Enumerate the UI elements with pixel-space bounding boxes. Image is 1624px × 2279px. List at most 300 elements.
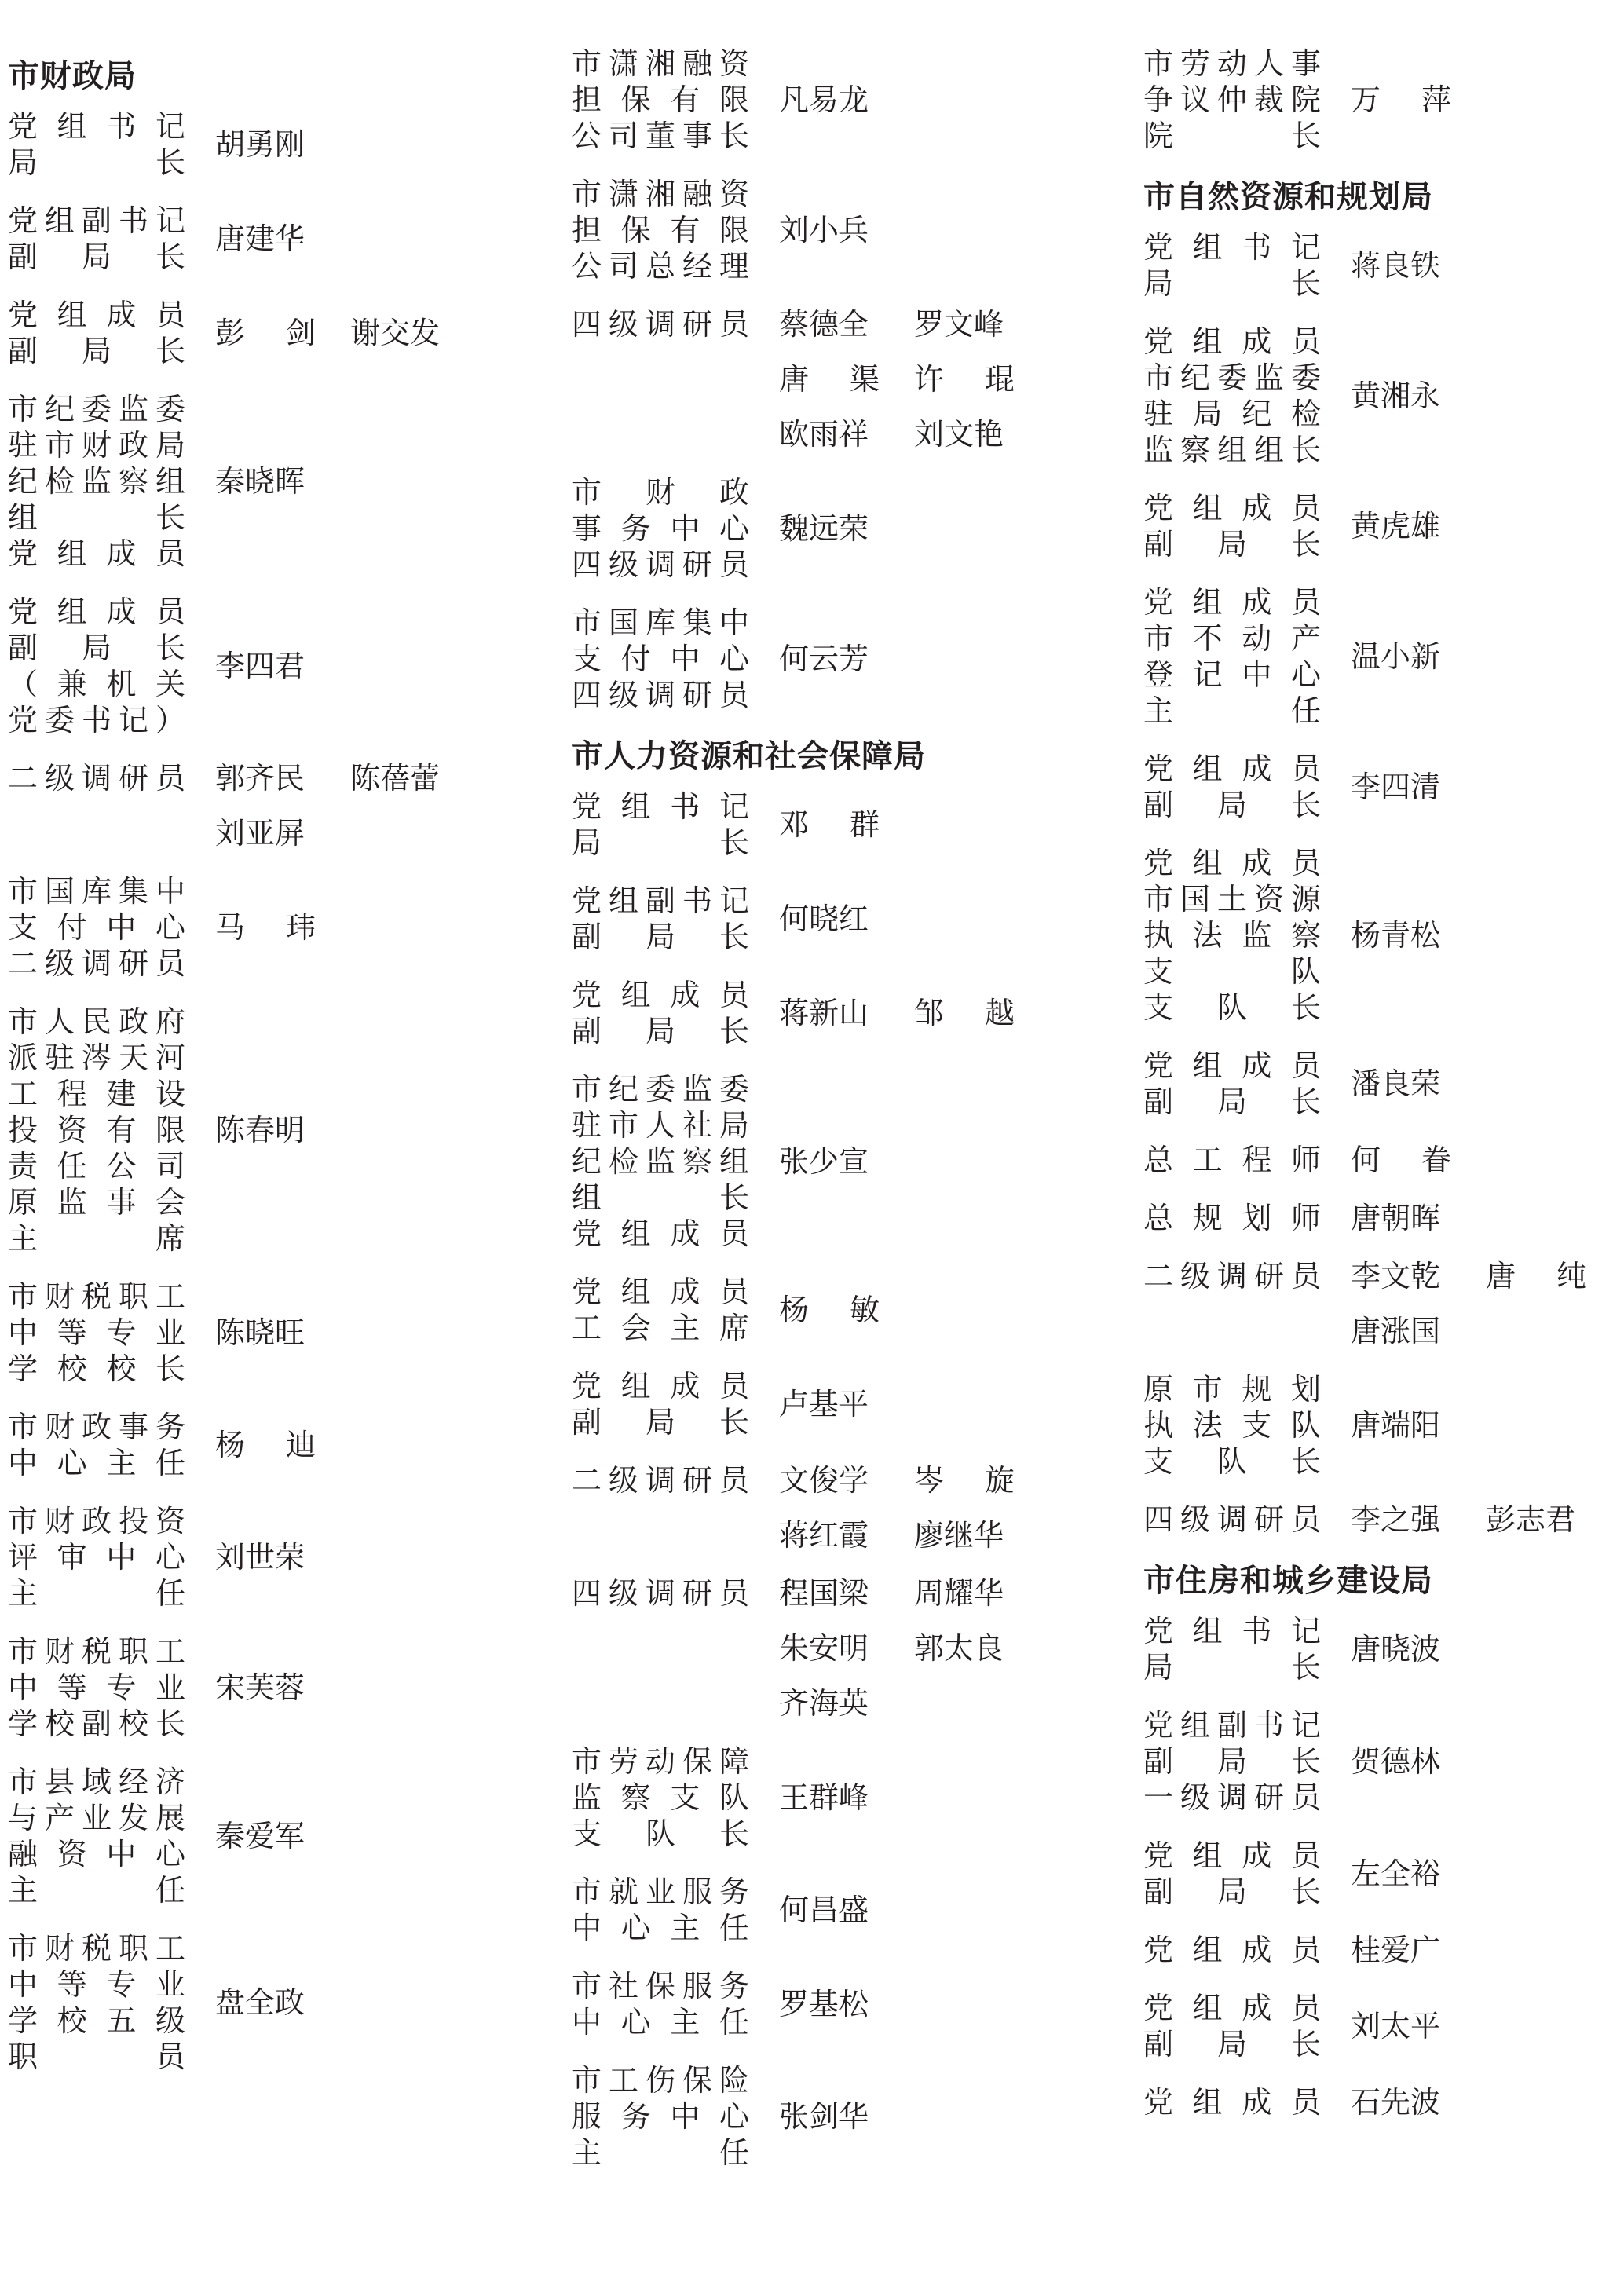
names-row	[215, 909, 558, 946]
position-title-line: 二 级 调 研 员	[1143, 1259, 1321, 1293]
position-title-line: 党 组 成 员	[1143, 1838, 1321, 1873]
position-title-line: 党 组 成 员	[572, 978, 749, 1012]
position-title-line: 党 组 成 员	[1143, 1048, 1321, 1083]
position-title-line: 副 局 长	[8, 240, 185, 274]
names-list	[1351, 1407, 1615, 1443]
names-row	[779, 1780, 1137, 1816]
position-title	[1143, 324, 1321, 468]
position-title-line: 市 纪 委 监 委	[8, 392, 185, 426]
names-list	[1351, 508, 1615, 544]
personnel-entry	[572, 176, 1137, 284]
position-title	[572, 46, 749, 154]
person-name: 潘良荣	[1351, 1066, 1441, 1101]
names-list	[779, 1143, 1137, 1180]
person-name: 郭齐民	[215, 761, 305, 796]
person-name: 杨 敏	[779, 1293, 880, 1327]
position-title	[8, 108, 185, 181]
position-title	[8, 1279, 185, 1387]
person-name: 刘亚屏	[215, 816, 305, 851]
person-name: 杨 迪	[215, 1428, 316, 1462]
position-title-line: 党 组 副 书 记	[1143, 1708, 1321, 1743]
position-title-line: 党 组 成 员	[572, 1275, 749, 1309]
position-title-line: 市 财 税 职 工	[8, 1279, 185, 1314]
position-title-line: 党 组 副 书 记	[8, 203, 185, 238]
names-row	[779, 2098, 1137, 2135]
position-title	[572, 2062, 749, 2171]
position-title	[1143, 1502, 1321, 1538]
person-name: 宋芙蓉	[215, 1670, 305, 1705]
position-title-line: 市 社 保 服 务	[572, 1969, 749, 2003]
person-name: 桂爱广	[1351, 1933, 1441, 1967]
person-name: 李四清	[1351, 770, 1441, 804]
position-title	[572, 1071, 749, 1252]
position-title-line: 市 财 政 事 务	[8, 1410, 185, 1444]
person-name: 黄虎雄	[1351, 509, 1441, 543]
personnel-entry	[8, 297, 558, 369]
names-list	[215, 760, 558, 851]
personnel-entry	[8, 1633, 558, 1742]
person-name: 许 琨	[914, 362, 1015, 397]
position-title-line: 担 保 有 限	[572, 82, 749, 117]
personnel-entry	[1143, 584, 1615, 729]
department-heading: 市自然资源和规划局	[1143, 179, 1433, 215]
position-title	[8, 297, 185, 369]
personnel-entry	[572, 1071, 1137, 1252]
person-name: 刘小兵	[779, 213, 869, 247]
position-title-line: 支 付 中 心	[8, 910, 185, 945]
names-list	[779, 1780, 1137, 1816]
names-row	[1351, 1313, 1621, 1349]
position-title-line: 纪 检 监 察 组	[8, 464, 185, 499]
names-list	[779, 995, 1137, 1031]
person-name: 黄湘永	[1351, 379, 1441, 413]
position-title-line: 工 会 主 席	[572, 1311, 749, 1345]
person-name: 何云芳	[779, 642, 869, 676]
personnel-entry	[572, 46, 1137, 154]
names-row	[1351, 1142, 1615, 1178]
position-title	[572, 176, 749, 284]
position-title	[1143, 1990, 1321, 2062]
person-name: 欧雨祥	[779, 417, 869, 452]
position-title	[572, 605, 749, 713]
names-list	[215, 1818, 558, 1854]
personnel-entry	[1143, 1613, 1615, 1685]
names-row	[215, 1670, 558, 1706]
names-row	[1351, 2008, 1615, 2044]
position-title-line: 事 务 中 心	[572, 511, 749, 546]
person-name: 彭 剑	[215, 316, 316, 350]
position-title-line: 市 国 库 集 中	[8, 874, 185, 909]
position-title-line: 市 工 伤 保 险	[572, 2063, 749, 2098]
person-name: 胡勇刚	[215, 127, 305, 162]
names-row	[215, 463, 558, 499]
names-list	[779, 82, 1137, 118]
position-title-line: 中 等 专 业	[8, 1315, 185, 1350]
person-name: 秦晓晖	[215, 464, 305, 499]
names-row	[1351, 769, 1615, 805]
person-name: 彭志君	[1486, 1502, 1576, 1537]
names-list	[1351, 638, 1615, 675]
person-name: 石先波	[1351, 2085, 1441, 2120]
personnel-entry	[1143, 1707, 1615, 1816]
personnel-entry	[1143, 1838, 1615, 1910]
position-title	[1143, 1707, 1321, 1816]
position-title-line: 支 队	[1143, 954, 1321, 989]
names-row	[1351, 508, 1615, 544]
names-row	[779, 416, 1137, 452]
position-title-line: 党 组 书 记	[8, 109, 185, 144]
position-title-line: 登 记 中 心	[1143, 657, 1321, 692]
position-title	[8, 760, 185, 796]
person-name: 李四君	[215, 649, 305, 683]
position-title	[572, 1743, 749, 1852]
personnel-entry	[572, 788, 1137, 861]
position-title	[572, 1368, 749, 1440]
position-title-line: 党 组 成 员	[1143, 2085, 1321, 2120]
position-title-line: 局 长	[572, 825, 749, 860]
position-title-line: 学 校 五 级	[8, 2003, 185, 2038]
names-list	[215, 1539, 558, 1575]
position-title	[8, 1409, 185, 1481]
names-list	[779, 1292, 1137, 1328]
names-row	[215, 1315, 558, 1351]
position-title	[572, 1462, 749, 1498]
person-name: 李之强	[1351, 1502, 1441, 1537]
personnel-entry	[572, 1462, 1137, 1553]
position-title-line: 主 席	[8, 1221, 185, 1256]
person-name: 杨青松	[1351, 918, 1441, 953]
position-title-line: 组 长	[8, 500, 185, 535]
names-list	[779, 1986, 1137, 2022]
position-title	[572, 1575, 749, 1611]
names-row	[779, 1685, 1137, 1721]
person-name: 蒋良铁	[1351, 248, 1441, 283]
names-row	[1351, 1200, 1615, 1236]
names-list	[1351, 1856, 1615, 1892]
personnel-entry	[1143, 845, 1615, 1026]
personnel-entry	[572, 1874, 1137, 1946]
names-row	[1351, 1743, 1615, 1780]
position-title-line: 与 产 业 发 展	[8, 1801, 185, 1835]
names-row	[779, 82, 1137, 118]
person-name: 张少宣	[779, 1144, 869, 1179]
person-name: 程国梁	[779, 1576, 869, 1611]
person-name: 凡易龙	[779, 82, 869, 117]
position-title-line: 党 组 成 员	[1143, 324, 1321, 359]
names-row	[779, 995, 1137, 1031]
person-name: 唐 纯	[1486, 1259, 1586, 1293]
person-name: 王群峰	[779, 1780, 869, 1815]
names-row	[779, 510, 1137, 547]
position-title	[8, 1633, 185, 1742]
names-row	[1351, 378, 1615, 414]
personnel-entry	[1143, 1990, 1615, 2062]
position-title-line: 市 县 域 经 济	[8, 1765, 185, 1799]
names-row	[1351, 247, 1615, 284]
person-name: 陈晓旺	[215, 1315, 305, 1350]
person-name: 万 萍	[1351, 82, 1451, 117]
personnel-entry	[1143, 1502, 1615, 1538]
personnel-entry	[572, 977, 1137, 1049]
position-title-line: 党 委 书 记 ）	[8, 703, 185, 737]
names-row	[1351, 1258, 1621, 1294]
person-name: 刘太平	[1351, 2009, 1441, 2043]
position-title-line: 总 规 划 师	[1143, 1201, 1321, 1235]
position-title	[1143, 584, 1321, 729]
person-name: 邹 越	[914, 996, 1015, 1030]
person-name: 朱安明	[779, 1631, 869, 1666]
names-list	[779, 641, 1137, 677]
position-title-line: 党 组 成 员	[572, 1216, 749, 1251]
person-name: 文俊学	[779, 1463, 869, 1498]
names-row	[779, 1462, 1137, 1498]
column-1	[8, 46, 558, 2097]
personnel-entry	[1143, 1142, 1615, 1178]
person-name: 左全裕	[1351, 1856, 1441, 1891]
position-title-line: 副 局 长	[572, 1405, 749, 1439]
names-list	[215, 126, 558, 163]
position-title-line: 融 资 中 心	[8, 1837, 185, 1871]
names-row	[1351, 1932, 1615, 1968]
person-name: 贺德林	[1351, 1744, 1441, 1779]
person-name: 秦爱军	[215, 1819, 305, 1853]
position-title-line: 副 局 长	[8, 631, 185, 665]
names-row	[215, 1539, 558, 1575]
names-row	[1351, 1631, 1615, 1667]
position-title-line: 市 人 民 政 府	[8, 1004, 185, 1039]
position-title	[1143, 1613, 1321, 1685]
position-title-line: 中 心 主 任	[572, 2005, 749, 2039]
names-list	[1351, 917, 1615, 953]
position-title-line: 副 局 长	[572, 1014, 749, 1048]
person-name: 蒋新山	[779, 996, 869, 1030]
names-list	[779, 1892, 1137, 1928]
position-title	[1143, 1142, 1321, 1178]
position-title-line: 驻 市 人 社 局	[572, 1108, 749, 1143]
names-row	[1351, 1066, 1615, 1102]
position-title-line: 副 局 长	[1143, 1744, 1321, 1779]
personnel-entry	[8, 1503, 558, 1611]
names-list	[1351, 1631, 1615, 1667]
position-title-line: 局 长	[8, 145, 185, 180]
person-name: 唐 渠	[779, 362, 880, 397]
position-title-line: 市 就 业 服 务	[572, 1875, 749, 1909]
names-list	[1351, 1200, 1615, 1236]
names-row	[779, 1143, 1137, 1180]
names-row	[215, 315, 558, 351]
names-row	[215, 648, 558, 684]
person-name: 陈蓓蕾	[350, 761, 441, 796]
names-row	[215, 760, 558, 796]
position-title-line: 市 潇 湘 融 资	[572, 177, 749, 211]
names-row	[215, 1818, 558, 1854]
personnel-entry	[572, 2062, 1137, 2171]
position-title	[1143, 1838, 1321, 1910]
position-title-line: 市 潇 湘 融 资	[572, 46, 749, 81]
person-name: 罗文峰	[914, 307, 1004, 342]
personnel-entry	[8, 1409, 558, 1481]
names-row	[779, 1892, 1137, 1928]
names-list	[779, 807, 1137, 843]
position-title	[572, 1274, 749, 1346]
personnel-entry	[1143, 1932, 1615, 1968]
position-title	[8, 391, 185, 572]
position-title	[572, 1874, 749, 1946]
names-list	[1351, 1502, 1621, 1538]
personnel-entry	[8, 760, 558, 851]
personnel-entry	[8, 1930, 558, 2075]
names-row	[779, 1386, 1137, 1422]
position-title	[1143, 1048, 1321, 1120]
person-name: 岑 旋	[914, 1463, 1015, 1498]
position-title	[1143, 845, 1321, 1026]
position-title	[572, 788, 749, 861]
person-name: 蔡德全	[779, 307, 869, 342]
person-name: 刘世荣	[215, 1540, 305, 1575]
person-name: 温小新	[1351, 639, 1441, 674]
position-title	[1143, 229, 1321, 302]
position-title-line: （ 兼 机 关	[8, 667, 185, 701]
names-row	[1351, 1856, 1615, 1892]
position-title-line: 工 程 建 设	[8, 1077, 185, 1111]
position-title-line: 四 级 调 研 员	[572, 307, 749, 342]
names-row	[1351, 82, 1615, 118]
personnel-entry	[8, 108, 558, 181]
names-list	[1351, 1932, 1615, 1968]
position-title-line: 支 队 长	[1143, 1444, 1321, 1479]
names-row	[779, 901, 1137, 937]
column-2	[572, 46, 1137, 2193]
names-row	[779, 1630, 1137, 1666]
position-title-line: 执 法 支 队	[1143, 1408, 1321, 1443]
position-title-line: 党 组 成 员	[8, 298, 185, 332]
names-row	[779, 1292, 1137, 1328]
position-title-line: 党 组 成 员	[572, 1369, 749, 1403]
person-name: 邓 群	[779, 807, 880, 842]
position-title-line: 二 级 调 研 员	[572, 1463, 749, 1498]
names-list	[1351, 769, 1615, 805]
position-title-line: 组 长	[572, 1180, 749, 1215]
position-title	[1143, 1932, 1321, 1968]
person-name: 卢基平	[779, 1387, 869, 1421]
names-list	[215, 315, 558, 351]
position-title	[572, 306, 749, 342]
names-list	[215, 1315, 558, 1351]
position-title	[8, 873, 185, 982]
personnel-entry	[572, 1968, 1137, 2040]
names-list	[1351, 2008, 1615, 2044]
names-row	[1351, 638, 1615, 675]
names-row	[779, 1986, 1137, 2022]
person-name: 张剑华	[779, 2099, 869, 2134]
names-row	[215, 1427, 558, 1463]
position-title-line: 责 任 公 司	[8, 1149, 185, 1183]
names-list	[215, 1670, 558, 1706]
names-list	[1351, 1258, 1621, 1349]
person-name: 齐海英	[779, 1686, 869, 1721]
position-title-line: 局 长	[1143, 1650, 1321, 1685]
names-row	[779, 212, 1137, 248]
names-row	[215, 1985, 558, 2021]
position-title-line: 监 察 组 组 长	[1143, 433, 1321, 467]
position-title-line: 副 局 长	[1143, 2027, 1321, 2061]
position-title	[8, 1503, 185, 1611]
position-title-line: 副 局 长	[1143, 1875, 1321, 1909]
names-list	[779, 901, 1137, 937]
personnel-entry	[572, 306, 1137, 452]
person-name: 何昌盛	[779, 1893, 869, 1927]
personnel-entry	[572, 474, 1137, 583]
position-title-line: 市 财 政 投 资	[8, 1504, 185, 1538]
position-title-line: 二 级 调 研 员	[8, 761, 185, 796]
names-row	[215, 126, 558, 163]
position-title-line: 市 财 政	[572, 475, 749, 510]
personnel-entry	[572, 883, 1137, 955]
position-title-line: 党 组 书 记	[572, 789, 749, 824]
position-title-line: 市 劳 动 保 障	[572, 1744, 749, 1779]
names-list	[1351, 1743, 1615, 1780]
person-name: 廖继华	[914, 1518, 1004, 1553]
names-list	[779, 510, 1137, 547]
position-title	[8, 1004, 185, 1257]
position-title-line: 主 任	[8, 1873, 185, 1908]
position-title-line: 驻 局 纪 检	[1143, 397, 1321, 431]
names-list	[215, 1427, 558, 1463]
position-title	[8, 1764, 185, 1908]
position-title-line: 院 长	[1143, 119, 1321, 153]
names-list	[215, 648, 558, 684]
names-row	[1351, 917, 1615, 953]
position-title-line: 评 审 中 心	[8, 1540, 185, 1575]
department-heading: 市人力资源和社会保障局	[572, 738, 926, 774]
column-3	[1143, 46, 1615, 2142]
position-title-line: 担 保 有 限	[572, 213, 749, 247]
person-name: 周耀华	[914, 1576, 1004, 1611]
person-name: 魏远荣	[779, 511, 869, 546]
names-row	[779, 1575, 1137, 1611]
person-name: 唐涨国	[1351, 1314, 1441, 1348]
position-title	[1143, 2084, 1321, 2120]
position-title-line: 党 组 成 员	[1143, 1933, 1321, 1967]
person-name: 唐端阳	[1351, 1408, 1441, 1443]
personnel-entry	[572, 1743, 1137, 1852]
position-title-line: 市 纪 委 监 委	[1143, 360, 1321, 395]
position-title	[8, 203, 185, 275]
personnel-entry	[8, 873, 558, 982]
names-list	[779, 212, 1137, 248]
personnel-entry	[1143, 324, 1615, 468]
person-name: 唐晓波	[1351, 1632, 1441, 1666]
person-name: 刘文艳	[914, 417, 1004, 452]
position-title	[572, 977, 749, 1049]
position-title-line: 党 组 副 书 记	[572, 883, 749, 918]
position-title-line: 原 市 规 划	[1143, 1372, 1321, 1407]
position-title	[1143, 46, 1321, 154]
personnel-entry	[8, 1004, 558, 1257]
personnel-entry	[8, 1764, 558, 1908]
personnel-entry	[1143, 490, 1615, 562]
position-title-line: 主 任	[1143, 693, 1321, 728]
position-title-line: 职 员	[8, 2039, 185, 2074]
names-list	[1351, 1142, 1615, 1178]
person-name: 唐建华	[215, 221, 305, 256]
position-title-line: 派 驻 涔 天 河	[8, 1041, 185, 1075]
position-title-line: 市 纪 委 监 委	[572, 1072, 749, 1107]
names-list	[215, 463, 558, 499]
position-title-line: 市 劳 动 人 事	[1143, 46, 1321, 81]
position-title-line: 副 局 长	[1143, 788, 1321, 822]
position-title-line: 四 级 调 研 员	[1143, 1502, 1321, 1537]
